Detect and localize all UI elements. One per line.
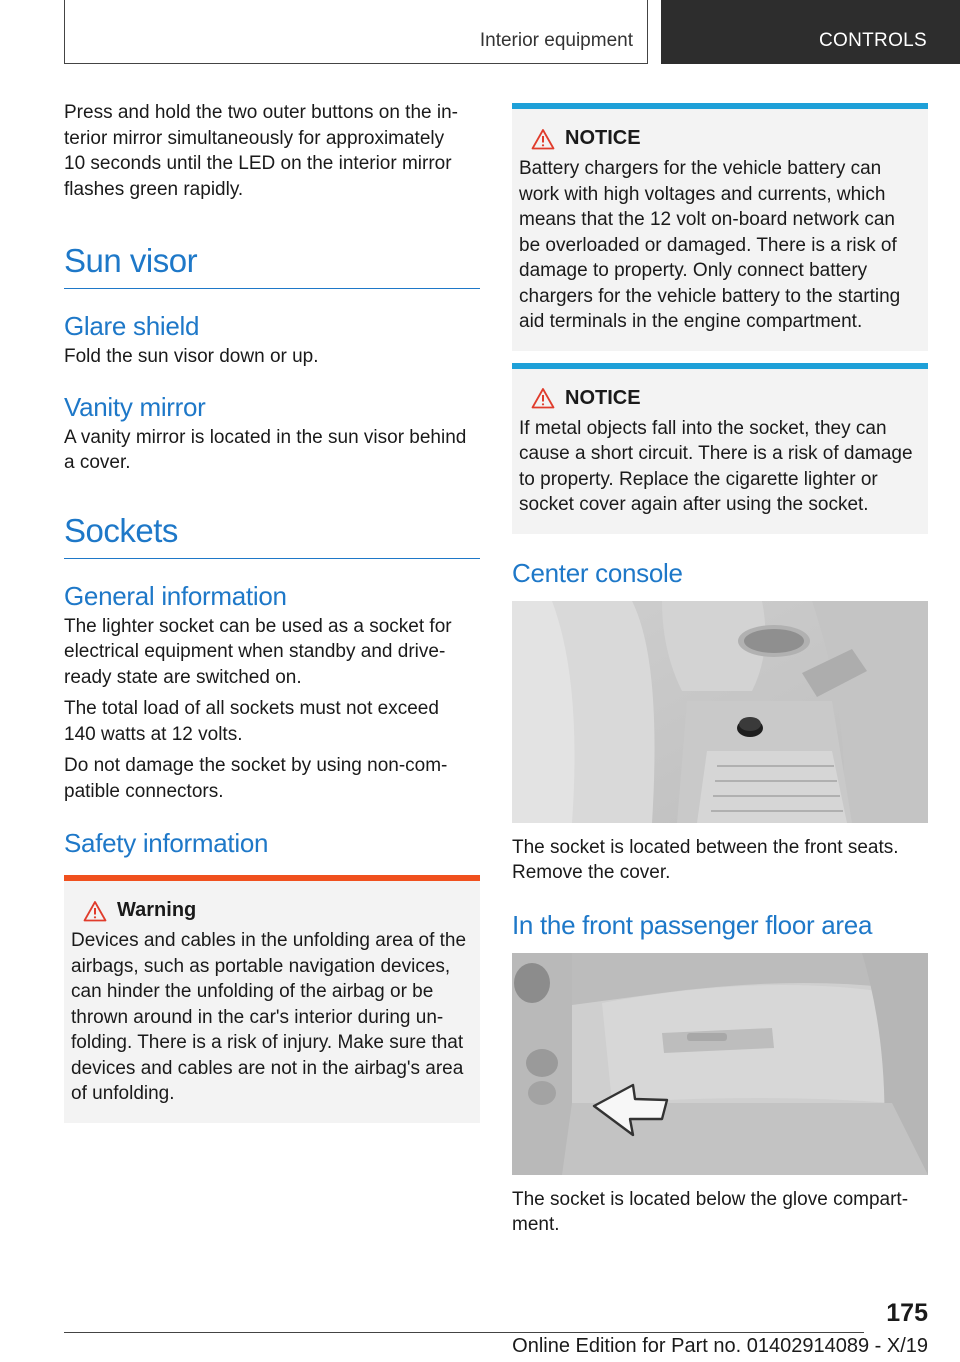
warning-label: Warning — [117, 899, 197, 921]
general-info-paragraph-1: The lighter socket can be used as a socket for electrical equipment when standby and drive- ready state are switched on. — [64, 615, 452, 688]
footer-rule — [64, 1332, 864, 1333]
heading-center-console: Center console — [512, 557, 683, 588]
general-info-paragraph-3: Do not damage the socket by using non-com- patible connectors. — [64, 755, 448, 802]
warning-text: Devices and cables in the unfolding area of the airbags, such as portable navigation devices, can hinder the unfolding of the airbag or be thrown around in the car's interior during un- folding. There is a risk of injury. Make sure that devices and cables are not in the airbag's area of unfolding. — [71, 930, 467, 1104]
header-section-tab — [64, 0, 648, 64]
warning-triangle-icon — [83, 900, 107, 922]
intro-paragraph: Press and hold the two outer buttons on the in- terior mirror simultaneously for approximately 10 seconds until the LED on the interior mirror flashes green rapidly. — [64, 102, 458, 200]
heading-vanity-mirror: Vanity mirror — [64, 391, 206, 422]
footer-edition: Online Edition for Part no. 01402914089 - X/19 — [512, 1335, 928, 1357]
warning-box-title — [83, 899, 472, 922]
notice-metal-text: If metal objects fall into the socket, they can cause a short circuit. There is a risk of damage to property. Replace the cigarette lighter or socket cover again after using the socket. — [519, 417, 913, 515]
heading-general-information: General information — [64, 580, 287, 611]
passenger-floor-caption: The socket is located below the glove compart- ment. — [512, 1188, 909, 1235]
left-column — [64, 100, 480, 1123]
general-info-paragraph-2: The total load of all sockets must not exceed 140 watts at 12 volts. — [64, 698, 439, 745]
heading-safety-information: Safety information — [64, 828, 269, 858]
page-number: 175 — [886, 1299, 928, 1327]
notice-label: NOTICE — [565, 386, 641, 409]
passenger-floor-photo — [512, 953, 928, 1175]
notice-box-title — [531, 127, 920, 150]
header-section-title: Interior equipment — [479, 30, 633, 51]
notice-box-metal-objects — [512, 363, 928, 534]
warning-triangle-icon — [531, 387, 555, 409]
notice-box-battery-chargers — [512, 103, 928, 351]
notice-box-title — [531, 387, 920, 410]
warning-triangle-icon — [531, 128, 555, 150]
notice-battery-text: Battery chargers for the vehicle battery can work with high voltages and currents, which means that the 12 volt on-board network can be overloaded or damaged. There is a risk of damage to property. Only connect battery chargers for the vehicle battery to the starting aid terminals in the engine compartment. — [519, 158, 901, 332]
notice-label: NOTICE — [565, 127, 641, 149]
center-console-caption: The socket is located between the front seats. Remove the cover. — [512, 836, 899, 883]
vanity-mirror-text: A vanity mirror is located in the sun visor behind a cover. — [64, 426, 467, 473]
heading-glare-shield: Glare shield — [64, 311, 200, 341]
center-console-photo — [512, 601, 928, 823]
warning-box — [64, 875, 480, 1123]
heading-sockets: Sockets — [64, 511, 178, 549]
heading-sun-visor: Sun visor — [64, 242, 198, 279]
header-chapter-title: CONTROLS — [819, 30, 927, 51]
glare-shield-text: Fold the sun visor down or up. — [64, 346, 319, 367]
heading-front-passenger-floor: In the front passenger floor area — [512, 909, 873, 940]
header-chapter-tab — [661, 0, 960, 64]
right-column — [512, 103, 928, 1238]
